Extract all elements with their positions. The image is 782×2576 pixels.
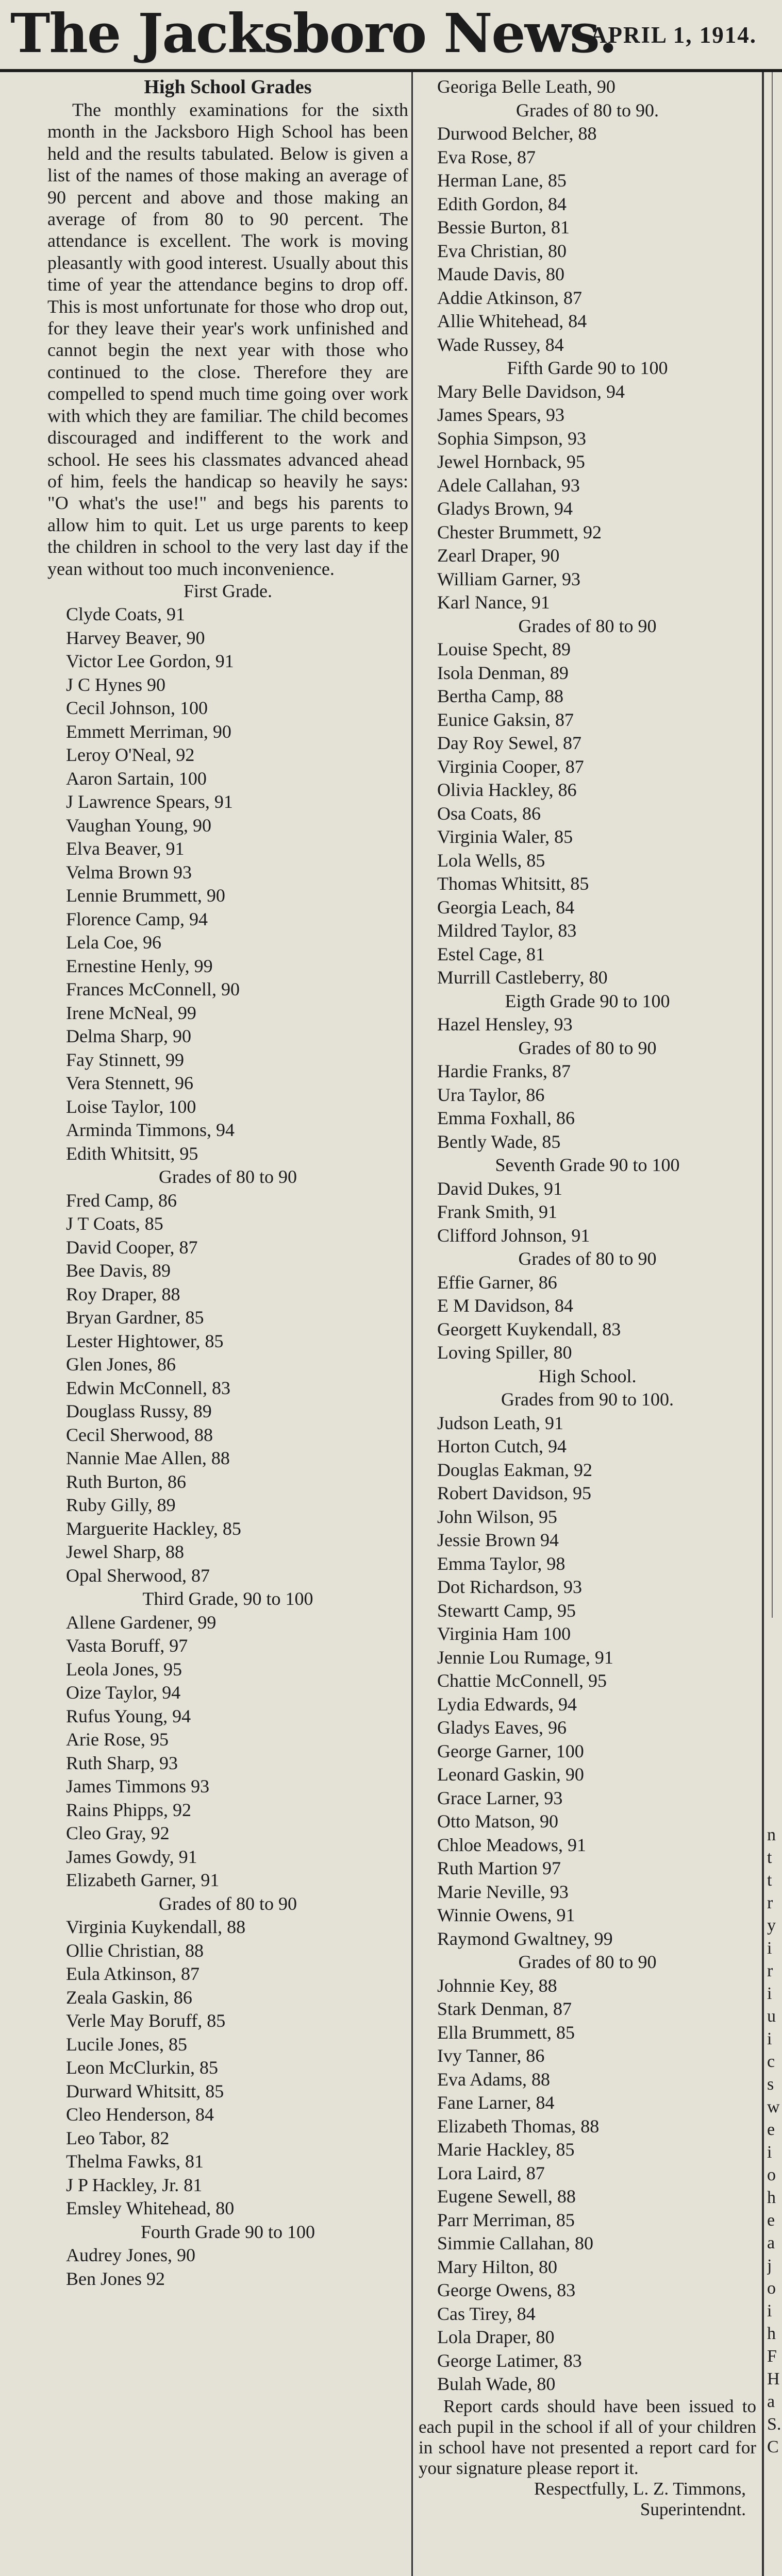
student-entry: J T Coats, 85 <box>66 1213 163 1234</box>
student-entry: Ben Jones 92 <box>66 2268 165 2289</box>
fragment-letter: e <box>767 2120 775 2139</box>
student-entry: Leon McClurkin, 85 <box>66 2057 218 2078</box>
fragment-letter: w <box>767 2097 780 2116</box>
student-entry: Edwin McConnell, 83 <box>66 1377 230 1398</box>
student-entry: Mary Hilton, 80 <box>437 2256 557 2277</box>
student-entry: Ernestine Henly, 99 <box>66 955 213 976</box>
grade-subheading: Grades of 80 to 90 <box>518 1952 657 1972</box>
student-entry: Hardie Franks, 87 <box>437 1061 571 1081</box>
student-entry: Stewartt Camp, 95 <box>437 1600 576 1621</box>
student-entry: Bently Wade, 85 <box>437 1131 561 1152</box>
student-entry: Durwood Belcher, 88 <box>437 123 597 144</box>
fragment-letter: e <box>767 2211 775 2230</box>
student-entry: Herman Lane, 85 <box>437 170 567 191</box>
student-entry: Arminda Timmons, 94 <box>66 1120 235 1141</box>
student-entry: Jessie Brown 94 <box>437 1530 559 1550</box>
student-entry: Wade Russey, 84 <box>437 334 564 355</box>
clipping-edge <box>772 72 773 1618</box>
student-entry: Lela Coe, 96 <box>66 932 161 953</box>
student-entry: Emma Foxhall, 86 <box>437 1108 575 1128</box>
student-entry: Virginia Ham 100 <box>437 1623 571 1644</box>
student-entry: Eugene Sewell, 88 <box>437 2186 576 2207</box>
student-entry: Eva Rose, 87 <box>437 146 536 167</box>
fragment-letter: a <box>767 2392 775 2411</box>
student-entry: Elizabeth Garner, 91 <box>66 1870 220 1891</box>
student-entry: Marie Neville, 93 <box>437 1881 569 1902</box>
student-entry: Day Roy Sewel, 87 <box>437 733 581 753</box>
student-entry: Hazel Hensley, 93 <box>437 1014 573 1035</box>
fragment-letter: o <box>767 2165 776 2184</box>
student-entry: Maude Davis, 80 <box>437 264 564 284</box>
report-card-notice: Report cards should have been issued to each pupil in the school if all of your children in school have not presented a report card for your signature please report it. <box>419 2396 756 2478</box>
grade-subheading: Third Grade, 90 to 100 <box>142 1588 313 1609</box>
student-entry: Chloe Meadows, 91 <box>437 1834 586 1855</box>
masthead <box>0 0 782 75</box>
student-entry: Opal Sherwood, 87 <box>66 1565 210 1586</box>
student-entry: Cleo Henderson, 84 <box>66 2104 214 2125</box>
student-entry: Douglass Russy, 89 <box>66 1401 212 1422</box>
fragment-letter: h <box>767 2324 776 2343</box>
grade-subheading: Fourth Grade 90 to 100 <box>141 2221 315 2242</box>
student-entry: William Garner, 93 <box>437 568 581 589</box>
student-entry: Bee Davis, 89 <box>66 1260 171 1281</box>
fragment-letter: F <box>767 2347 777 2366</box>
fragment-letter: C <box>767 2437 779 2456</box>
adjacent-column-fragment <box>767 1824 782 2459</box>
student-entry: Leroy O'Neal, 92 <box>66 744 195 766</box>
student-entry: Murrill Castleberry, 80 <box>437 967 608 988</box>
student-entry: John Wilson, 95 <box>437 1506 557 1527</box>
student-entry: Ura Taylor, 86 <box>437 1084 545 1105</box>
student-entry: Douglas Eakman, 92 <box>437 1459 592 1480</box>
student-entry: Nannie Mae Allen, 88 <box>66 1448 230 1469</box>
issue-date: APRIL 1, 1914. <box>590 22 757 48</box>
grade-subheading: Grades of 80 to 90 <box>159 1893 297 1914</box>
student-entry: Olivia Hackley, 86 <box>437 779 577 800</box>
student-entry: Isola Denman, 89 <box>437 662 569 683</box>
student-entry: Louise Specht, 89 <box>437 639 571 659</box>
student-entry: Ella Brummett, 85 <box>437 2022 575 2043</box>
fragment-letter: t <box>767 1848 772 1867</box>
student-entry: Audrey Jones, 90 <box>66 2245 195 2266</box>
student-entry: George Owens, 83 <box>437 2280 576 2300</box>
student-entry: Raymond Gwaltney, 99 <box>437 1928 613 1949</box>
student-entry: E M Davidson, 84 <box>437 1295 573 1316</box>
student-entry: Chattie McConnell, 95 <box>437 1670 607 1691</box>
student-entry: Verle May Boruff, 85 <box>66 2010 226 2031</box>
grade-subheading: Grades of 80 to 90. <box>516 99 659 121</box>
student-entry: Lester Hightower, 85 <box>66 1330 224 1351</box>
student-entry: Mildred Taylor, 83 <box>437 920 577 941</box>
grade-subheading: Seventh Grade 90 to 100 <box>495 1155 680 1175</box>
student-entry: David Cooper, 87 <box>66 1236 198 1258</box>
student-entry: Ruth Sharp, 93 <box>66 1752 178 1773</box>
student-entry: Dot Richardson, 93 <box>437 1577 582 1597</box>
student-entry: Bulah Wade, 80 <box>437 2374 556 2394</box>
student-entry: Chester Brummett, 92 <box>437 521 602 543</box>
student-entry: Thomas Whitsitt, 85 <box>437 873 589 894</box>
student-entry: J P Hackley, Jr. 81 <box>66 2174 203 2195</box>
student-entry: Lola Draper, 80 <box>437 2327 555 2347</box>
article-body: The monthly examinations for the sixth month in the Jacksboro High School has been held and the results tabulated. Below is given a list of the names of those making an average of 90 percent and above and those making an average of from 80 to 90 percent. The attendance is excellent. The work is moving pleasantly with good interest. Usually about this time of year the attendance begins to drop off. This is most unfortunate for those who drop out, for they leave their year's work unfinished and cannot begin the next year with those who continued to the close. Therefore they are compelled to spend much time going over work with which they are familiar. The child becomes discouraged and indifferent to the work and school. He sees his classmates advanced ahead of him, feels the handicap so heavily he says: "O what's the use!" and begs his parents to allow him to quit. Let us urge parents to keep the children in school to the very last day if the yean without too much inconvenience. <box>47 99 408 579</box>
student-entry: Frances McConnell, 90 <box>66 979 240 1000</box>
fragment-letter: y <box>767 1916 776 1935</box>
student-entry: Frank Smith, 91 <box>437 1201 558 1222</box>
student-entry: Lora Laird, 87 <box>437 2162 545 2183</box>
grade-subheading: Grades of 80 to 90 <box>518 615 657 636</box>
student-entry: Cas Tirey, 84 <box>437 2303 536 2324</box>
fragment-letter: u <box>767 2007 776 2026</box>
student-entry: Bertha Camp, 88 <box>437 686 563 706</box>
student-entry: Marie Hackley, 85 <box>437 2139 575 2160</box>
student-entry: Jennie Lou Rumage, 91 <box>437 1647 613 1668</box>
student-entry: Harvey Beaver, 90 <box>66 627 205 648</box>
student-entry: George Latimer, 83 <box>437 2350 582 2371</box>
student-entry: Leo Tabor, 82 <box>66 2127 170 2148</box>
fragment-letter: h <box>767 2188 776 2207</box>
student-entry: Georgia Leach, 84 <box>437 896 575 918</box>
grade-subheading: Grades from 90 to 100. <box>501 1389 674 1410</box>
student-entry: Florence Camp, 94 <box>66 908 208 929</box>
article-heading: High School Grades <box>144 76 312 98</box>
student-entry: Mary Belle Davidson, 94 <box>437 381 625 402</box>
student-entry: James Spears, 93 <box>437 404 564 425</box>
student-entry: Emmett Merriman, 90 <box>66 721 231 742</box>
student-entry: Virginia Kuykendall, 88 <box>66 1917 246 1938</box>
student-entry: Ruth Martion 97 <box>437 1858 561 1878</box>
fragment-letter: a <box>767 2233 775 2252</box>
student-entry: Leola Jones, 95 <box>66 1658 182 1680</box>
student-entry: Lydia Edwards, 94 <box>437 1693 577 1715</box>
signature-title: Superintendnt. <box>640 2499 746 2519</box>
student-entry: Durward Whitsitt, 85 <box>66 2080 224 2102</box>
grade-subheading: Fifth Garde 90 to 100 <box>507 358 668 378</box>
student-entry: J C Hynes 90 <box>66 674 166 695</box>
fragment-letter: c <box>767 2052 775 2071</box>
student-entry: James Timmons 93 <box>66 1776 210 1797</box>
fragment-letter: r <box>767 1893 773 1912</box>
student-entry: Jewel Hornback, 95 <box>437 451 585 472</box>
fragment-letter: S. <box>767 2415 781 2434</box>
student-entry: Roy Draper, 88 <box>66 1283 180 1304</box>
student-entry: Irene McNeal, 99 <box>66 1002 196 1023</box>
student-entry: Gladys Brown, 94 <box>437 498 573 519</box>
signature-closing: Respectfully, L. Z. Timmons, <box>534 2478 746 2499</box>
student-entry: Adele Callahan, 93 <box>437 474 580 496</box>
student-entry: Thelma Fawks, 81 <box>66 2151 204 2172</box>
student-entry: J Lawrence Spears, 91 <box>66 791 233 812</box>
grade-subheading: Grades of 80 to 90 <box>518 1037 657 1058</box>
student-entry: Fred Camp, 86 <box>66 1190 177 1211</box>
student-entry: Bessie Burton, 81 <box>437 217 570 238</box>
student-entry: Robert Davidson, 95 <box>437 1483 591 1503</box>
student-entry: Addie Atkinson, 87 <box>437 287 583 308</box>
student-entry: Zeala Gaskin, 86 <box>66 1987 192 2008</box>
fragment-letter: t <box>767 1871 772 1890</box>
student-entry: Parr Merriman, 85 <box>437 2209 575 2230</box>
column-right <box>419 75 756 2520</box>
student-entry: Eunice Gaksin, 87 <box>437 709 574 730</box>
fragment-letter: r <box>767 1961 773 1980</box>
grade-subheading: First Grade. <box>184 580 272 601</box>
student-entry: Osa Coats, 86 <box>437 803 541 824</box>
student-entry: Effie Garner, 86 <box>437 1272 557 1293</box>
student-entry: Bryan Gardner, 85 <box>66 1307 204 1328</box>
student-entry: Aaron Sartain, 100 <box>66 768 207 789</box>
fragment-letter: s <box>767 2075 774 2094</box>
student-entry: Edith Whitsitt, 95 <box>66 1143 198 1164</box>
fragment-letter: H <box>767 2369 780 2388</box>
student-entry: Georgett Kuykendall, 83 <box>437 1318 621 1340</box>
student-entry: Virginia Waler, 85 <box>437 826 573 847</box>
newspaper-title: The Jacksboro News. <box>10 2 617 65</box>
student-entry: Virginia Cooper, 87 <box>437 756 584 777</box>
student-entry: David Dukes, 91 <box>437 1178 562 1199</box>
grade-subheading: Grades of 80 to 90 <box>518 1248 657 1269</box>
student-entry: Emma Taylor, 98 <box>437 1553 565 1574</box>
student-entry: Lola Wells, 85 <box>437 850 545 871</box>
student-entry: Winnie Owens, 91 <box>437 1905 575 1925</box>
student-entry: Cecil Johnson, 100 <box>66 698 208 719</box>
student-entry: Allie Whitehead, 84 <box>437 311 587 331</box>
fragment-letter: i <box>767 2029 772 2048</box>
grade-list-left <box>47 580 408 2291</box>
grade-subheading: High School. <box>538 1365 637 1386</box>
student-entry: Zearl Draper, 90 <box>437 545 560 566</box>
student-entry: Grace Larner, 93 <box>437 1787 563 1808</box>
student-entry: Rains Phipps, 92 <box>66 1799 192 1820</box>
grade-subheading: Eigth Grade 90 to 100 <box>505 990 670 1011</box>
student-entry: Vaughan Young, 90 <box>66 815 212 836</box>
fragment-letter: i <box>767 2143 772 2162</box>
student-entry: Lucile Jones, 85 <box>66 2033 187 2055</box>
student-entry: Simmie Callahan, 80 <box>437 2233 593 2253</box>
student-entry: Judson Leath, 91 <box>437 1412 563 1433</box>
student-entry: Clifford Johnson, 91 <box>437 1225 590 1246</box>
student-entry: Eva Christian, 80 <box>437 240 567 261</box>
student-entry: Sophia Simpson, 93 <box>437 428 587 449</box>
student-entry: Loving Spiller, 80 <box>437 1342 572 1363</box>
student-entry: Marguerite Hackley, 85 <box>66 1518 241 1539</box>
student-entry: Vera Stennett, 96 <box>66 1073 193 1094</box>
student-entry: Ollie Christian, 88 <box>66 1940 204 1961</box>
student-entry: Arie Rose, 95 <box>66 1729 169 1750</box>
student-entry: Glen Jones, 86 <box>66 1354 176 1375</box>
student-entry: Edith Gordon, 84 <box>437 193 567 214</box>
student-entry: Vasta Boruff, 97 <box>66 1635 188 1656</box>
student-entry: Loise Taylor, 100 <box>66 1096 196 1117</box>
student-entry: Clyde Coats, 91 <box>66 604 185 625</box>
student-entry: Emsley Whitehead, 80 <box>66 2198 235 2219</box>
student-entry: Gladys Eaves, 96 <box>437 1717 567 1738</box>
student-entry: Velma Brown 93 <box>66 861 192 883</box>
student-entry: Cecil Sherwood, 88 <box>66 1424 213 1445</box>
grade-subheading: Grades of 80 to 90 <box>159 1166 297 1188</box>
fragment-letter: j <box>767 2256 772 2275</box>
fragment-letter: i <box>767 1984 772 2003</box>
student-entry: Georiga Belle Leath, 90 <box>437 76 615 97</box>
student-entry: George Garner, 100 <box>437 1740 584 1761</box>
student-entry: Otto Matson, 90 <box>437 1811 559 1832</box>
fragment-letter: n <box>767 1825 776 1844</box>
student-entry: Cleo Gray, 92 <box>66 1823 170 1844</box>
student-entry: Lennie Brummett, 90 <box>66 885 225 906</box>
student-entry: Ruth Burton, 86 <box>66 1471 187 1492</box>
fragment-letter: i <box>767 2301 772 2320</box>
student-entry: Eula Atkinson, 87 <box>66 1963 199 1985</box>
student-entry: Elizabeth Thomas, 88 <box>437 2115 600 2137</box>
student-entry: Ivy Tanner, 86 <box>437 2045 545 2066</box>
student-entry: James Gowdy, 91 <box>66 1846 197 1867</box>
masthead-rule <box>0 69 782 72</box>
student-entry: Horton Cutch, 94 <box>437 1436 567 1456</box>
student-entry: Eva Adams, 88 <box>437 2069 550 2090</box>
student-entry: Oize Taylor, 94 <box>66 1682 181 1703</box>
student-entry: Estel Cage, 81 <box>437 943 545 964</box>
fragment-letter: o <box>767 2279 776 2298</box>
student-entry: Elva Beaver, 91 <box>66 838 185 859</box>
student-entry: Fane Larner, 84 <box>437 2092 555 2113</box>
student-entry: Karl Nance, 91 <box>437 592 550 613</box>
student-entry: Rufus Young, 94 <box>66 1705 191 1726</box>
fragment-letter: i <box>767 1939 772 1958</box>
student-entry: Victor Lee Gordon, 91 <box>66 651 234 672</box>
student-entry: Allene Gardener, 99 <box>66 1612 217 1633</box>
student-entry: Fay Stinnett, 99 <box>66 1049 185 1070</box>
student-entry: Delma Sharp, 90 <box>66 1026 191 1047</box>
column-left <box>47 75 408 2291</box>
student-entry: Stark Denman, 87 <box>437 1998 572 2019</box>
student-entry: Jewel Sharp, 88 <box>66 1541 184 1563</box>
student-entry: Leonard Gaskin, 90 <box>437 1764 584 1785</box>
column-divider <box>411 72 413 2576</box>
student-entry: Johnnie Key, 88 <box>437 1975 557 1996</box>
column-divider-right <box>762 72 764 2576</box>
grade-list-right <box>419 75 756 2396</box>
student-entry: Ruby Gilly, 89 <box>66 1495 176 1516</box>
